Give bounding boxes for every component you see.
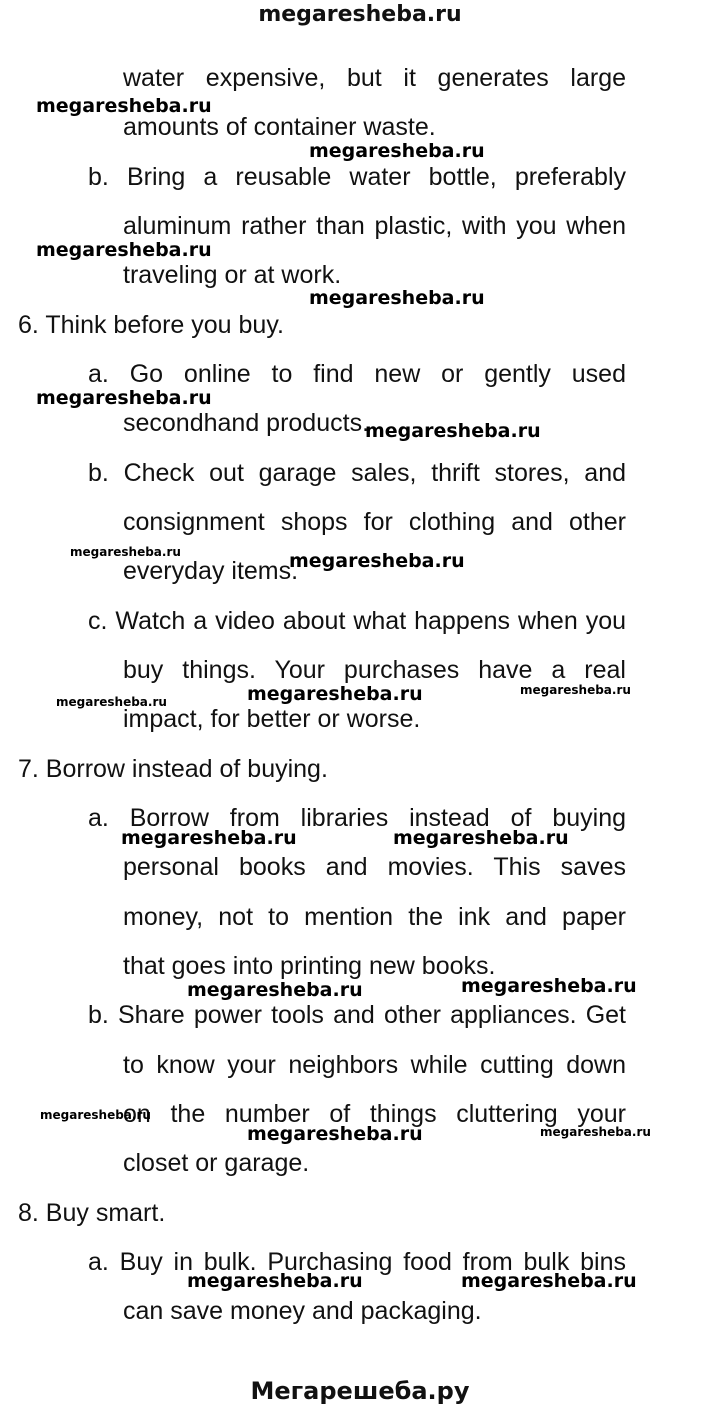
- text-line: impact, for better or worse.: [123, 705, 421, 733]
- list-item-b: b. Check out garage sales, thrift stores, and: [88, 459, 626, 487]
- watermark: megaresheba.ru: [393, 827, 569, 849]
- watermark: megaresheba.ru: [36, 239, 212, 261]
- text-line: closet or garage.: [123, 1149, 310, 1177]
- watermark: megaresheba.ru: [247, 1123, 423, 1145]
- text-line: personal books and movies. This saves: [123, 853, 626, 881]
- text-line: can save money and packaging.: [123, 1297, 482, 1325]
- text-line: to know your neighbors while cutting down: [123, 1051, 626, 1079]
- site-footer: Мегарешеба.ру: [250, 1377, 470, 1405]
- list-heading-7: 7. Borrow instead of buying.: [18, 755, 328, 783]
- watermark: megaresheba.ru: [540, 1125, 651, 1139]
- list-item-b: b. Bring a reusable water bottle, preferably: [88, 163, 626, 191]
- watermark: megaresheba.ru: [36, 387, 212, 409]
- text-line: aluminum rather than plastic, with you when: [123, 212, 626, 240]
- watermark: megaresheba.ru: [247, 683, 423, 705]
- text-line: consignment shops for clothing and other: [123, 508, 626, 536]
- text-line: that goes into printing new books.: [123, 952, 496, 980]
- watermark: megaresheba.ru: [40, 1108, 151, 1122]
- text-line: on the number of things cluttering your: [123, 1100, 626, 1128]
- text-line: water expensive, but it generates large: [123, 64, 626, 92]
- text-line: everyday items.: [123, 557, 299, 585]
- watermark: megaresheba.ru: [461, 1270, 637, 1292]
- watermark: megaresheba.ru: [365, 420, 541, 442]
- watermark: megaresheba.ru: [187, 1270, 363, 1292]
- text-line: amounts of container waste.: [123, 113, 436, 141]
- watermark: megaresheba.ru: [36, 95, 212, 117]
- list-item-c: c. Watch a video about what happens when you: [88, 607, 626, 635]
- text-line: money, not to mention the ink and paper: [123, 903, 626, 931]
- watermark: megaresheba.ru: [56, 695, 167, 709]
- watermark: megaresheba.ru: [461, 975, 637, 997]
- watermark: megaresheba.ru: [121, 827, 297, 849]
- watermark: megaresheba.ru: [309, 140, 485, 162]
- list-heading-8: 8. Buy smart.: [18, 1199, 166, 1227]
- list-item-a: a. Go online to find new or gently used: [88, 360, 626, 388]
- text-line: buy things. Your purchases have a real: [123, 656, 626, 684]
- list-item-b: b. Share power tools and other appliances. Get: [88, 1001, 626, 1029]
- watermark: megaresheba.ru: [520, 683, 631, 697]
- list-heading-6: 6. Think before you buy.: [18, 311, 284, 339]
- text-line: traveling or at work.: [123, 261, 342, 289]
- text-line: secondhand products.: [123, 409, 370, 437]
- watermark: megaresheba.ru: [289, 550, 465, 572]
- watermark: megaresheba.ru: [70, 545, 181, 559]
- list-item-a: a. Buy in bulk. Purchasing food from bulk bins: [88, 1248, 626, 1276]
- site-header: megaresheba.ru: [258, 2, 462, 27]
- watermark: megaresheba.ru: [309, 287, 485, 309]
- list-item-a: a. Borrow from libraries instead of buying: [88, 804, 626, 832]
- watermark: megaresheba.ru: [187, 979, 363, 1001]
